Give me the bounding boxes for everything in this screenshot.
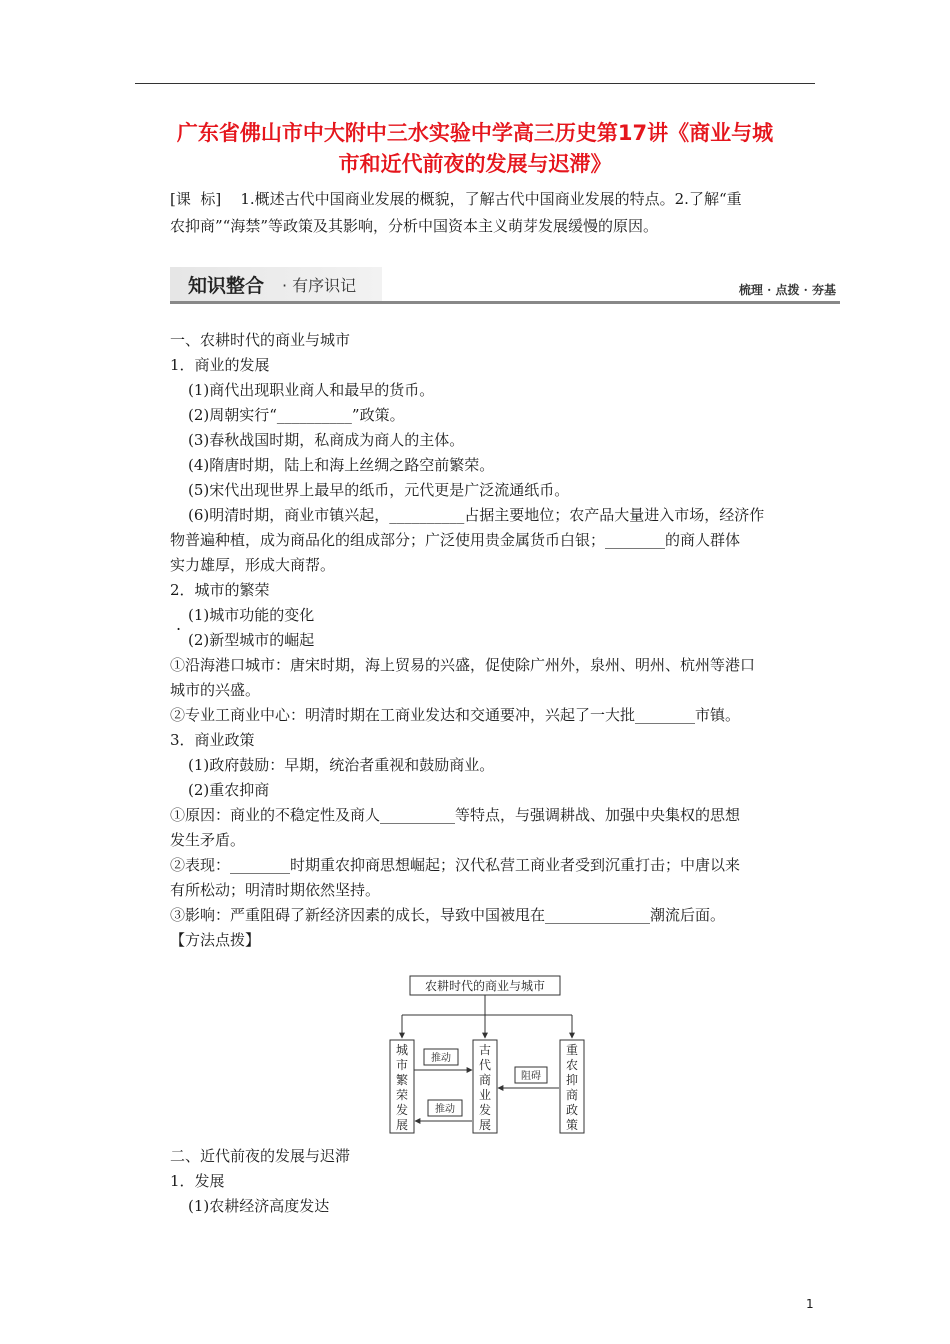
text-line: 发生矛盾。 (170, 831, 246, 849)
diagram-right-char: 抑 (565, 1073, 579, 1087)
diagram-right-char: 重 (565, 1043, 579, 1057)
diagram-right-char: 农 (565, 1058, 579, 1072)
text-line: 实力雄厚，形成大商帮。 (170, 556, 336, 574)
diagram-middle-char: 商 (478, 1073, 492, 1087)
section-two (170, 1144, 818, 1219)
text-line: (1)政府鼓励：早期，统治者重视和鼓励商业。 (188, 756, 495, 774)
diagram-middle-char: 业 (478, 1088, 492, 1102)
method-tip-label: 【方法点拨】 (170, 931, 261, 949)
heading-2-1: 1．发展 (170, 1172, 225, 1190)
text-line: (1)商代出现职业商人和最早的货币。 (188, 381, 435, 399)
text-line: ①沿海港口城市：唐宋时期，海上贸易的兴盛，促使除广州外，泉州、明州、杭州等港口 (170, 656, 756, 674)
diagram-push-label-1: 推动 (431, 1053, 451, 1064)
curriculum-line-2: 农抑商”“海禁”等政策及其影响，分析中国资本主义萌芽发展缓慢的原因。 (170, 217, 659, 235)
title-line-1: 广东省佛山市中大附中三水实验中学高三历史第17讲《商业与城 (176, 121, 774, 145)
heading-section-1: 一、农耕时代的商业与城市 (170, 331, 351, 349)
section-banner (170, 267, 840, 307)
heading-1-3: 3．商业政策 (170, 731, 255, 749)
diagram-left-char: 发 (395, 1103, 409, 1117)
diagram-middle-char: 发 (478, 1103, 492, 1117)
heading-section-2: 二、近代前夜的发展与迟滞 (170, 1147, 351, 1165)
text-line: (6)明清时期，商业市镇兴起，__________占据主要地位；农产品大量进入市场，经济作 (188, 506, 765, 524)
diagram-hinder-label: 阻碍 (521, 1071, 541, 1082)
banner-right-label: 梳理 · 点拨 · 夯基 (738, 283, 836, 297)
text-line: ②专业工商业中心：明清时期在工商业发达和交通要冲，兴起了一大批________市镇。 (170, 706, 741, 724)
text-line: (2)重农抑商 (188, 781, 270, 799)
diagram-push-label-2: 推动 (435, 1104, 455, 1115)
section-one (170, 328, 818, 953)
text-line: 城市的兴盛。 (170, 681, 261, 699)
text-line: (1)农耕经济高度发达 (188, 1197, 330, 1215)
diagram-right-char: 商 (565, 1088, 579, 1102)
top-rule (135, 83, 815, 84)
text-line: (3)春秋战国时期，私商成为商人的主体。 (188, 431, 465, 449)
heading-1-1: 1．商业的发展 (170, 356, 270, 374)
diagram-left-char: 市 (395, 1058, 409, 1072)
diagram-right-char: 策 (565, 1118, 579, 1132)
dot-mark: . (176, 615, 182, 634)
text-line: (1)城市功能的变化 (188, 606, 315, 624)
page-number: 1 (806, 1297, 814, 1311)
title-line-2: 市和近代前夜的发展与迟滞》 (338, 152, 612, 176)
banner-title: 知识整合 (188, 275, 265, 297)
diagram-left-char: 展 (395, 1118, 409, 1132)
diagram-top-label: 农耕时代的商业与城市 (424, 979, 546, 993)
banner-rule (170, 301, 840, 304)
curriculum-standard (170, 186, 816, 240)
document-title (135, 118, 815, 180)
diagram-left-char: 城 (395, 1043, 409, 1057)
diagram-left-char: 繁 (395, 1073, 409, 1087)
diagram-middle-char: 展 (478, 1118, 492, 1132)
text-line: (2)周朝实行“__________”政策。 (188, 406, 405, 424)
banner-subtitle: · 有序识记 (282, 276, 357, 295)
text-line: 物普遍种植，成为商品化的组成部分；广泛使用贵金属货币白银；________的商人群体 (170, 531, 741, 549)
diagram-right-char: 政 (565, 1103, 579, 1117)
text-line: ③影响：严重阻碍了新经济因素的成长，导致中国被甩在______________潮流后面。 (170, 906, 726, 924)
concept-diagram (388, 974, 588, 1136)
text-line: (5)宋代出现世界上最早的纸币，元代更是广泛流通纸币。 (188, 481, 570, 499)
text-line: (2)新型城市的崛起 (188, 631, 315, 649)
text-line: 有所松动；明清时期依然坚持。 (170, 881, 381, 899)
diagram-left-char: 荣 (395, 1088, 409, 1102)
curriculum-line-1: [课 标] 1.概述古代中国商业发展的概貌，了解古代中国商业发展的特点。2.了解“重 (170, 190, 742, 208)
diagram-middle-char: 古 (478, 1043, 492, 1057)
text-line: ②表现：________时期重农抑商思想崛起；汉代私营工商业者受到沉重打击；中唐以来 (170, 856, 741, 874)
text-line: ①原因：商业的不稳定性及商人__________等特点，与强调耕战、加强中央集权的思想 (170, 806, 741, 824)
heading-1-2: 2．城市的繁荣 (170, 581, 270, 599)
text-line: (4)隋唐时期，陆上和海上丝绸之路空前繁荣。 (188, 456, 495, 474)
diagram-middle-char: 代 (478, 1058, 492, 1072)
